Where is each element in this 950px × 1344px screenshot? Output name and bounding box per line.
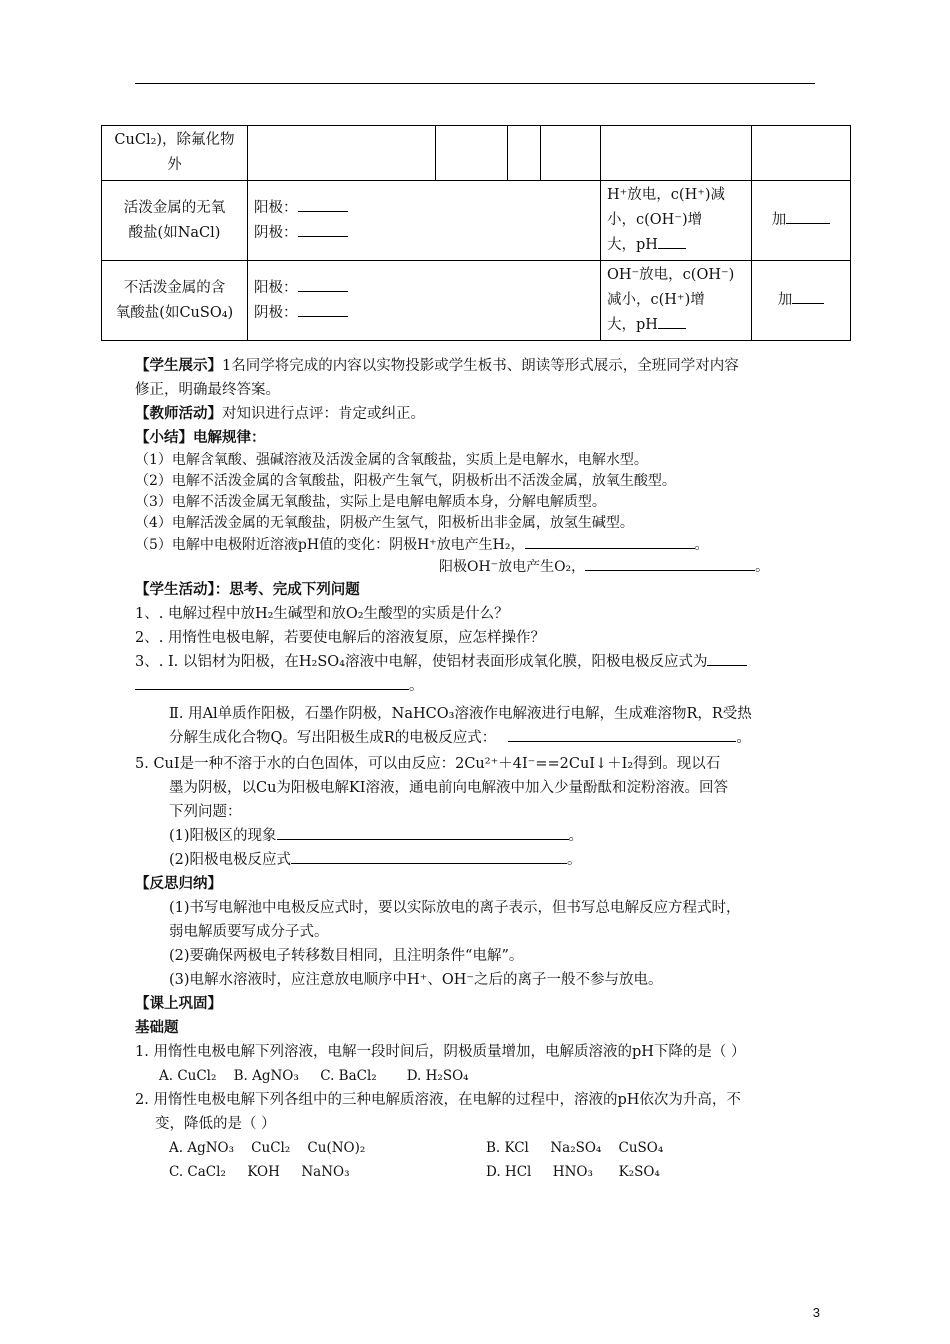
paragraph: (2)要确保两极电子转移数目相同，且注明条件“电解”。	[169, 948, 524, 964]
option: B. KCl Na₂SO₄ CuSO₄	[486, 1140, 664, 1156]
cell-text: 外	[167, 157, 182, 173]
question: Ⅱ. 用Al单质作阳极，石墨作阴极，NaHCO₃溶液作电解液进行电解，生成难溶物R，R受热	[169, 706, 752, 722]
blank-line	[135, 675, 409, 690]
option: D. HCl HNO₃ K₂SO₄	[486, 1164, 660, 1180]
blank-line	[298, 222, 348, 237]
header-rule	[135, 83, 815, 84]
electrolysis-table	[101, 125, 851, 341]
blank-line	[525, 534, 695, 549]
option: A. AgNO₃ CuCl₂ Cu(NO)₂	[169, 1140, 366, 1156]
table-row	[102, 261, 851, 341]
punctuation: 。	[736, 730, 751, 746]
blank-line	[291, 849, 567, 864]
blank-line	[658, 234, 686, 249]
list-item: （2）电解不活泼金属的含氧酸盐，阳极产生氧气，阴极析出不活泼金属，放氧生酸型。	[135, 473, 676, 489]
question: 1、. 电解过程中放H₂生碱型和放O₂生酸型的实质是什么？	[135, 606, 509, 622]
question: 2. 用惰性电极电解下列各组中的三种电解质溶液，在电解的过程中，溶液的pH依次为升高，不	[135, 1092, 741, 1108]
cell-text: 小，c(OH⁻)增	[607, 212, 703, 228]
question: (2)阳极电极反应式	[169, 852, 292, 868]
question: 变，降低的是（ ）	[155, 1116, 276, 1132]
section-title: 基础题	[135, 1020, 179, 1036]
paragraph: 1名同学将完成的内容以实物投影或学生板书、朗读等形式展示，全班同学对内容	[222, 358, 739, 374]
list-item: （3）电解不活泼金属无氧酸盐，实际上是电解电解质本身，分解电解质型。	[135, 494, 606, 510]
cell-text: 大，pH	[607, 317, 658, 333]
cell-text: 阳极：	[254, 199, 298, 216]
paragraph: 修正，明确最终答案。	[135, 382, 280, 398]
cell-text: 加	[777, 292, 793, 308]
paragraph: 弱电解质要写成分子式。	[169, 924, 329, 940]
punctuation: 。	[568, 828, 584, 844]
blank-line	[658, 314, 686, 329]
punctuation: 。	[567, 852, 582, 868]
cell-text: 大，pH	[607, 237, 658, 253]
cell-text: 酸盐(如NaCl)	[128, 224, 221, 241]
question: 3、. Ⅰ. 以铝材为阳极，在H₂SO₄溶液中电解，使铝材表面形成氧化膜，阳极电极反应式为	[135, 654, 708, 670]
blank-line	[786, 209, 830, 224]
cell-text: 阴极：	[254, 304, 298, 321]
section-title: 【教师活动】	[135, 406, 222, 422]
blank-line	[585, 556, 755, 571]
question: 下列问题：	[169, 804, 242, 820]
question: 5. CuI是一种不溶于水的白色固体，可以由反应：2Cu²⁺＋4I⁻==2CuI↓＋I₂得到。现以石	[135, 756, 721, 772]
blank-line	[298, 302, 348, 317]
cell-text: OH⁻放电，c(OH⁻)	[607, 267, 735, 283]
cell-text: 阴极：	[254, 224, 298, 241]
list-item: （1）电解含氧酸、强碱溶液及活泼金属的含氧酸盐，实质上是电解水，电解水型。	[135, 452, 648, 468]
options: A. CuCl₂ B. AgNO₃ C. BaCl₂ D. H₂SO₄	[159, 1068, 469, 1084]
punctuation: 。	[694, 537, 709, 553]
section-title: 【反思归纳】	[135, 876, 222, 892]
table-row	[102, 181, 851, 261]
section-title: 【课上巩固】	[135, 996, 222, 1012]
blank-line	[298, 197, 348, 212]
punctuation: 。	[409, 678, 424, 694]
blank-line	[508, 727, 736, 742]
paragraph: (1)书写电解池中电极反应式时，要以实际放电的离子表示，但书写总电解反应方程式时，	[169, 900, 741, 916]
question: 2、. 用惰性电极电解，若要使电解后的溶液复原，应怎样操作？	[135, 630, 545, 646]
blank-line	[792, 289, 824, 304]
cell-text: 减小，c(H⁺)增	[607, 292, 705, 308]
cell-text: 加	[771, 212, 787, 228]
section-title: 【学生展示】	[135, 358, 222, 374]
cell-text: CuCl₂)，除氟化物	[114, 132, 235, 148]
question: 1. 用惰性电极电解下列溶液，电解一段时间后，阴极质量增加，电解质溶液的pH下降的是（ ）	[135, 1044, 746, 1060]
list-item: 阳极OH⁻放电产生O₂，	[439, 559, 586, 575]
blank-line	[298, 277, 348, 292]
section-title: 【小结】电解规律：	[135, 430, 266, 446]
blank-line	[277, 825, 569, 840]
option: C. CaCl₂ KOH NaNO₃	[169, 1164, 350, 1180]
question: 分解生成化合物Q。写出阳极生成R的电极反应式：	[169, 730, 497, 746]
punctuation: 。	[755, 559, 770, 575]
cell-text: 阳极：	[254, 279, 298, 296]
question: (1)阳极区的现象	[169, 828, 277, 844]
lesson-body	[135, 354, 820, 1184]
paragraph: (3)电解水溶液时，应注意放电顺序中H⁺、OH⁻之后的离子一般不参与放电。	[169, 972, 663, 988]
section-title: 【学生活动】：思考、完成下列问题	[135, 582, 360, 598]
list-item: （5）电解中电极附近溶液pH值的变化：阴极H⁺放电产生H₂，	[135, 537, 525, 553]
table-row	[102, 126, 851, 181]
page-number: 3	[812, 1305, 820, 1320]
paragraph: 对知识进行点评：肯定或纠正。	[222, 406, 425, 422]
blank-line	[707, 651, 747, 666]
cell-text: 不活泼金属的含	[123, 279, 226, 296]
question: 墨为阴极，以Cu为阳极电解KI溶液，通电前向电解液中加入少量酚酞和淀粉溶液。回答	[169, 780, 728, 796]
cell-text: 氧酸盐(如CuSO₄)	[115, 304, 234, 321]
cell-text: 活泼金属的无氧	[123, 199, 226, 216]
list-item: （4）电解活泼金属的无氧酸盐，阴极产生氢气，阳极析出非金属，放氢生碱型。	[135, 515, 634, 531]
cell-text: H⁺放电，c(H⁺)减	[607, 187, 726, 203]
